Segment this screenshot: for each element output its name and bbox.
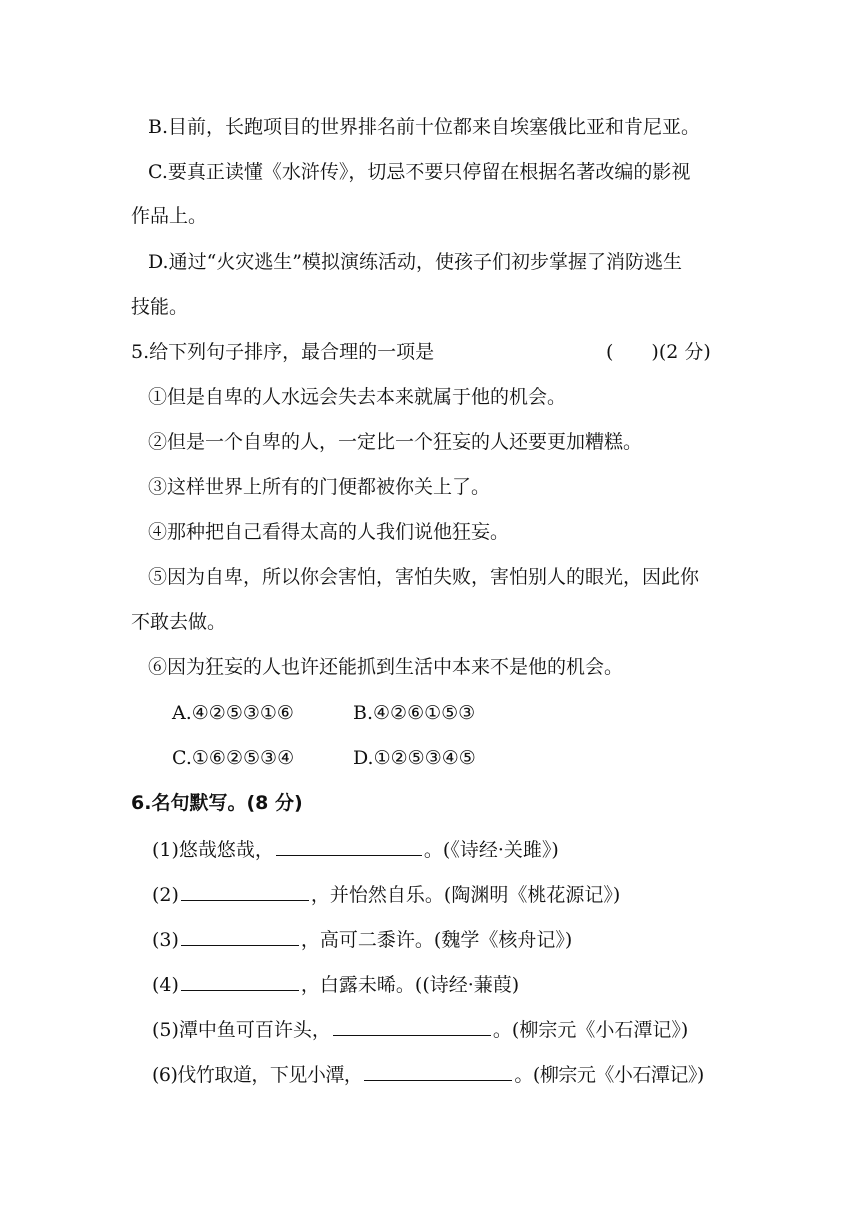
q5-stem: 5.给下列句子排序，最合理的一项是 bbox=[131, 341, 435, 363]
q5-answer-bracket: ( )(2 分) bbox=[606, 341, 711, 363]
q6-item-6-pre: (6)伐竹取道，下见小潭， bbox=[152, 1064, 363, 1086]
q4-option-d-line2: 技能。 bbox=[131, 296, 189, 318]
q5-sentence-6: ⑥因为狂妄的人也许还能抓到生活中本来不是他的机会。 bbox=[148, 656, 624, 678]
q6-item-4-blank[interactable] bbox=[181, 968, 299, 991]
q5-sentence-3: ③这样世界上所有的门便都被你关上了。 bbox=[148, 476, 491, 498]
q6-item-2 bbox=[152, 878, 620, 910]
q6-item-3-pre: (3) bbox=[152, 929, 179, 951]
q4-option-c-line2: 作品上。 bbox=[131, 205, 208, 227]
q5-sentence-1: ①但是自卑的人水远会失去本来就属于他的机会。 bbox=[148, 386, 567, 408]
q5-sentence-4: ④那种把自己看得太高的人我们说他狂妄。 bbox=[148, 521, 510, 543]
q6-item-6 bbox=[152, 1058, 704, 1090]
q6-item-2-blank[interactable] bbox=[181, 878, 309, 901]
q6-item-4-pre: (4) bbox=[152, 974, 179, 996]
q6-item-4 bbox=[152, 968, 519, 1000]
q5-option-c: C.①⑥②⑤③④ bbox=[172, 747, 295, 769]
q6-item-5-blank[interactable] bbox=[333, 1013, 491, 1036]
q4-option-b: B.目前，长跑项目的世界排名前十位都来自埃塞俄比亚和肯尼亚。 bbox=[148, 116, 701, 138]
q6-item-1 bbox=[152, 833, 559, 865]
q5-sentence-2: ②但是一个自卑的人，一定比一个狂妄的人还要更加糟糕。 bbox=[148, 431, 643, 453]
q6-item-3-post: ，高可二黍许。(魏学《核舟记》) bbox=[300, 929, 573, 951]
q5-sentence-5-cont: 不敢去做。 bbox=[131, 611, 227, 633]
q5-sentence-5: ⑤因为自卑，所以你会害怕，害怕失败，害怕别人的眼光，因此你 bbox=[148, 566, 700, 588]
q6-item-5-post: 。(柳宗元《小石潭记》) bbox=[492, 1019, 689, 1041]
q5-option-d: D.①②⑤③④⑤ bbox=[353, 747, 476, 769]
q6-item-1-pre: (1)悠哉悠哉， bbox=[152, 839, 274, 861]
q6-item-4-post: ，白露未晞。((诗经·蒹葭) bbox=[300, 974, 520, 996]
q6-item-1-post: 。(《诗经·关雎》) bbox=[423, 839, 559, 861]
q4-option-d-line1: D.通过“火灾逃生”模拟演练活动，使孩子们初步掌握了消防逃生 bbox=[148, 251, 683, 273]
q6-item-5-pre: (5)潭中鱼可百许头， bbox=[152, 1019, 331, 1041]
q6-item-3 bbox=[152, 923, 572, 955]
q5-option-b: B.④②⑥①⑤③ bbox=[353, 702, 476, 724]
q6-item-3-blank[interactable] bbox=[181, 923, 299, 946]
q6-item-2-pre: (2) bbox=[152, 884, 179, 906]
q4-option-c-line1: C.要真正读懂《水浒传》，切忌不要只停留在根据名著改编的影视 bbox=[148, 161, 691, 183]
q6-item-6-blank[interactable] bbox=[364, 1058, 512, 1081]
q6-item-1-blank[interactable] bbox=[276, 833, 422, 856]
q6-item-6-post: 。(柳宗元《小石潭记》) bbox=[514, 1064, 704, 1086]
q6-item-2-post: ，并怡然自乐。(陶渊明《桃花源记》) bbox=[310, 884, 621, 906]
q6-title: 6.名句默写。(8 分) bbox=[131, 792, 303, 814]
q5-option-a: A.④②⑤③①⑥ bbox=[172, 702, 294, 724]
q6-item-5 bbox=[152, 1013, 688, 1045]
